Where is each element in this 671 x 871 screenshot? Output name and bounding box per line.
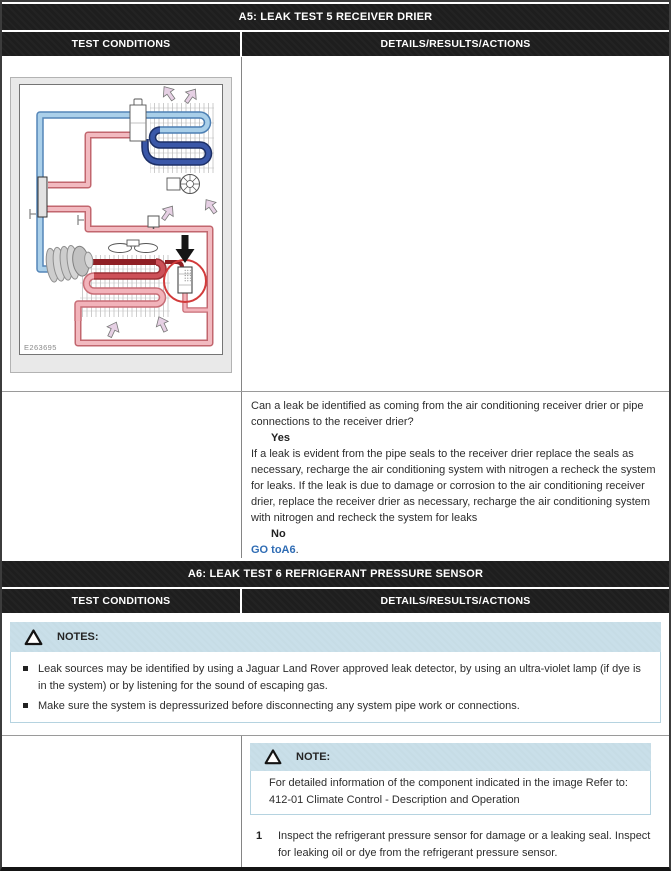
go-to-a6-suffix: . bbox=[295, 544, 299, 556]
section-header-a6 bbox=[2, 561, 669, 587]
step-number: 1 bbox=[256, 830, 263, 842]
bullet-square-icon bbox=[23, 703, 28, 708]
ac-system-diagram-svg bbox=[10, 77, 232, 373]
answer-no-label: No bbox=[271, 528, 286, 540]
notes-box bbox=[10, 622, 661, 723]
figure-number-label: E263695 bbox=[24, 343, 57, 352]
column-headers-a5 bbox=[2, 32, 669, 56]
note-triangle-icon bbox=[23, 628, 44, 647]
numbered-step bbox=[250, 828, 661, 861]
section-title-a5: A5: LEAK TEST 5 RECEIVER DRIER bbox=[238, 11, 433, 23]
note-line-1: For detailed information of the component indicated in the image Refer to: bbox=[269, 777, 628, 789]
note-box bbox=[250, 743, 651, 815]
diagram-row bbox=[2, 57, 669, 392]
note-box-header bbox=[250, 743, 651, 771]
question-row bbox=[2, 392, 669, 558]
col-header-test-conditions: TEST CONDITIONS bbox=[2, 32, 240, 56]
notes-box-header bbox=[10, 622, 661, 652]
internal-heat-exchanger bbox=[38, 177, 47, 217]
notes-row bbox=[2, 614, 669, 736]
details-cell-empty bbox=[242, 57, 669, 391]
go-to-a6-link[interactable]: GO toA6 bbox=[251, 544, 296, 556]
note-label: NOTE: bbox=[296, 751, 331, 763]
question-text: Can a leak be identified as coming from the air conditioning receiver drier or pipe connections to the receiver drier? bbox=[251, 400, 644, 428]
receiver-drier bbox=[178, 267, 192, 293]
section-title-a6: A6: LEAK TEST 6 REFRIGERANT PRESSURE SENSOR bbox=[187, 568, 484, 580]
bottom-row bbox=[2, 736, 669, 867]
step-text: Inspect the refrigerant pressure sensor for damage or a leaking seal. Inspect for leaking oil or dye from the refrigerant pressure sensor. bbox=[278, 830, 651, 859]
note-triangle-icon bbox=[263, 748, 283, 766]
notes-box-body bbox=[10, 652, 661, 723]
note-box-body bbox=[250, 771, 651, 815]
details-question-cell bbox=[242, 392, 669, 558]
list-item bbox=[23, 698, 650, 715]
note-item-text: Leak sources may be identified by using a Jaguar Land Rover approved leak detector, by using an ultra-violet lamp (if dye is in the system) or by listening for the sound of escaping gas. bbox=[38, 663, 641, 692]
answer-no-action bbox=[251, 542, 657, 558]
test-conditions-cell-empty-a6 bbox=[2, 736, 242, 867]
col-header-details-results-actions-a6: DETAILS/RESULTS/ACTIONS bbox=[242, 589, 669, 613]
notes-label: NOTES: bbox=[57, 631, 99, 643]
answer-yes-label: Yes bbox=[271, 432, 290, 444]
test-conditions-cell-empty bbox=[2, 392, 242, 558]
pressure-sensor bbox=[148, 216, 159, 229]
test-conditions-cell bbox=[2, 57, 242, 391]
details-actions-cell bbox=[242, 736, 669, 867]
col-header-test-conditions-a6: TEST CONDITIONS bbox=[2, 589, 240, 613]
col-header-details-results-actions: DETAILS/RESULTS/ACTIONS bbox=[242, 32, 669, 56]
answer-yes-text: If a leak is evident from the pipe seals to the receiver drier replace the seals as necessary, recharge the air conditioning system with nitrogen a recheck the system for leaks. If the leak is due to damage or corrosion to the air conditioning receiver drier, replace the receiver drier as necessary, recharge the air conditioning system with nitrogen and recheck the system for leaks bbox=[251, 448, 656, 524]
expansion-valve bbox=[130, 99, 146, 141]
ac-system-figure bbox=[10, 77, 232, 373]
section-header-a5 bbox=[2, 4, 669, 30]
note-item-text: Make sure the system is depressurized before disconnecting any system pipe work or connections. bbox=[38, 700, 520, 712]
note-line-2: 412-01 Climate Control - Description and Operation bbox=[269, 793, 520, 806]
bullet-square-icon bbox=[23, 666, 28, 671]
list-item bbox=[23, 661, 650, 694]
column-headers-a6 bbox=[2, 589, 669, 613]
